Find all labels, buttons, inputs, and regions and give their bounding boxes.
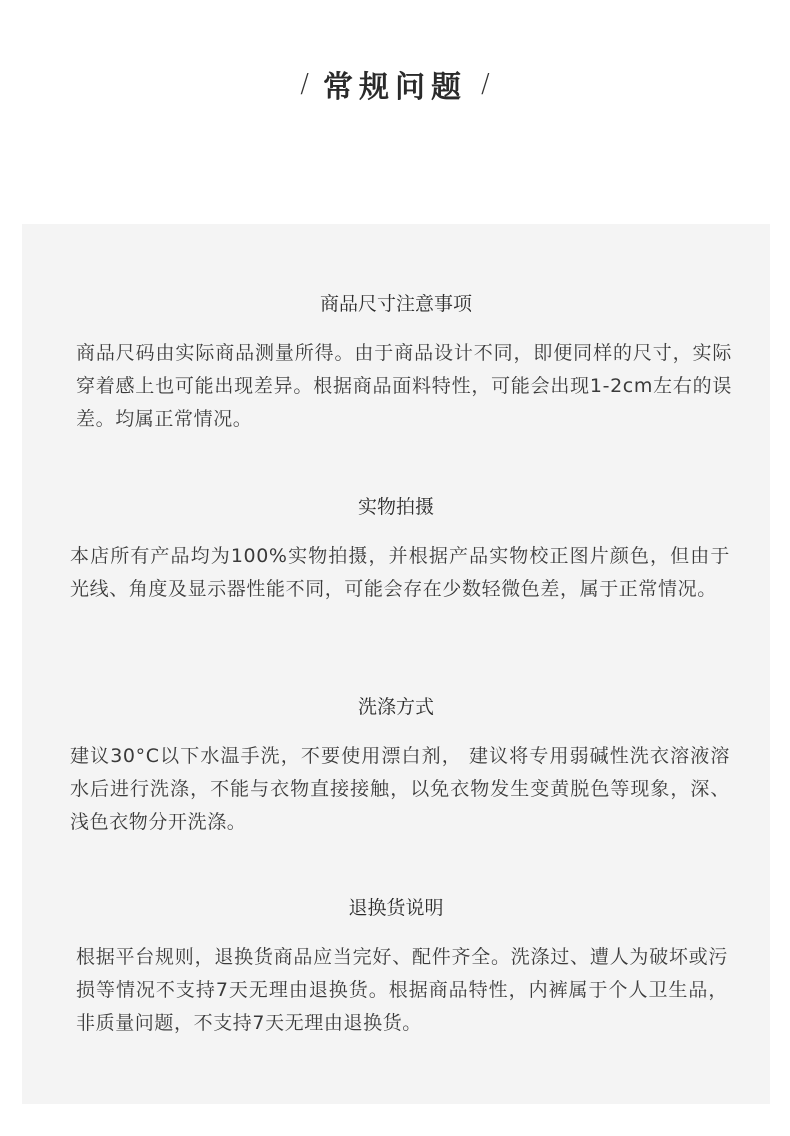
title-slash-right: / (481, 69, 490, 99)
faq-section-washing (22, 693, 770, 839)
faq-panel (22, 224, 770, 1104)
section-body: 本店所有产品均为100%实物拍摄，并根据产品实物校正图片颜色，但由于光线、角度及显示器性能不同，可能会存在少数轻微色差，属于正常情况。 (70, 545, 730, 600)
section-body: 商品尺码由实际商品测量所得。由于商品设计不同，即便同样的尺寸，实际穿着感上也可能出现差异。根据商品面料特性，可能会出现1-2cm左右的误差。均属正常情况。 (76, 342, 732, 430)
section-heading: 退换货说明 (348, 897, 444, 919)
section-body: 建议30°C以下水温手洗，不要使用漂白剂， 建议将专用弱碱性洗衣溶液溶水后进行洗涤，不能与衣物直接接触，以免衣物发生变黄脱色等现象，深、浅色衣物分开洗涤。 (70, 745, 730, 833)
section-heading: 洗涤方式 (357, 696, 434, 718)
page-title: 常规问题 (323, 70, 467, 105)
title-slash-left: / (300, 69, 309, 99)
section-heading: 实物拍摄 (357, 496, 434, 518)
page-header (0, 56, 790, 112)
faq-section-size (22, 290, 770, 436)
section-body: 根据平台规则，退换货商品应当完好、配件齐全。洗涤过、遭人为破坏或污损等情况不支持7天无理由退换货。根据商品特性，内裤属于个人卫生品，非质量问题，不支持7天无理由退换货。 (76, 946, 728, 1034)
faq-section-photo (22, 493, 770, 606)
faq-section-returns (22, 894, 770, 1040)
section-heading: 商品尺寸注意事项 (319, 293, 472, 315)
